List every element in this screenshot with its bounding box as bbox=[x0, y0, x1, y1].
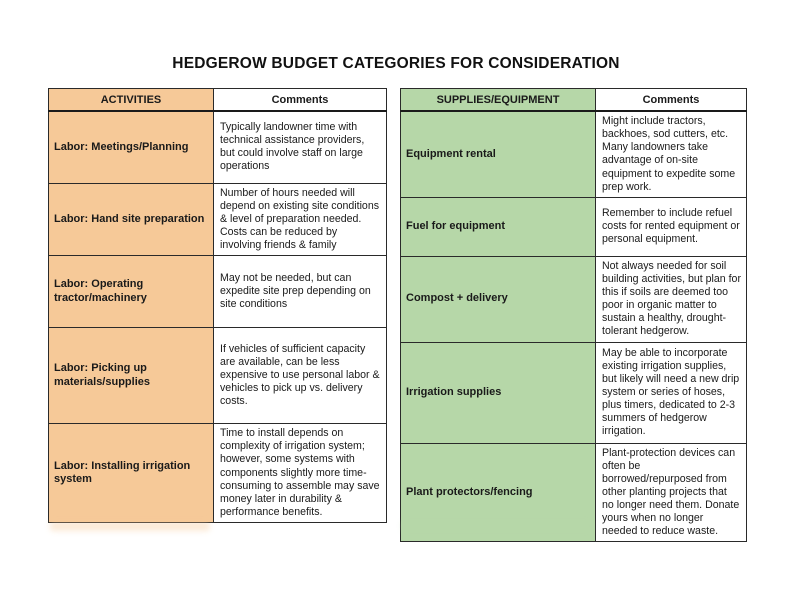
page-title: HEDGEROW BUDGET CATEGORIES FOR CONSIDERATION bbox=[172, 55, 620, 72]
table-header-row bbox=[49, 89, 387, 112]
activity-cell: Labor: Picking up materials/supplies bbox=[49, 328, 214, 424]
activity-cell: Labor: Installing irrigation system bbox=[49, 424, 214, 523]
table-shadow bbox=[402, 521, 592, 531]
supplies-header-cell: SUPPLIES/EQUIPMENT bbox=[401, 89, 596, 112]
supplies-table bbox=[400, 88, 747, 542]
activities-header-cell: ACTIVITIES bbox=[49, 89, 214, 112]
supply-cell: Irrigation supplies bbox=[401, 342, 596, 443]
comments-header-cell: Comments bbox=[596, 89, 747, 112]
table-row bbox=[49, 328, 387, 424]
activities-table bbox=[48, 88, 387, 523]
activity-cell: Labor: Hand site preparation bbox=[49, 183, 214, 256]
table-row bbox=[49, 256, 387, 328]
supply-cell: Equipment rental bbox=[401, 111, 596, 197]
comment-cell: Remember to include refuel costs for rented equipment or personal equipment. bbox=[596, 197, 747, 256]
comment-cell: Time to install depends on complexity of irrigation system; however, some systems with components slightly more time-consuming to assemble may save money later in durability & performance benefits. bbox=[214, 424, 387, 523]
comments-header-cell: Comments bbox=[214, 89, 387, 112]
comment-cell: Not always needed for soil building activities, but plan for this if soils are deemed too poor in organic matter to sustain a healthy, drought-tolerant hedgerow. bbox=[596, 256, 747, 342]
comment-cell: Plant-protection devices can often be borrowed/repurposed from other planting projects that no longer need them. Donate yours when no longer needed to reduce waste. bbox=[596, 443, 747, 542]
comment-cell: May be able to incorporate existing irrigation supplies, but likely will need a new drip system or series of hoses, plus timers, dedicated to 2-3 summers of hedgerow irrigation. bbox=[596, 342, 747, 443]
comment-cell: Might include tractors, backhoes, sod cutters, etc. Many landowners take advantage of on-site equipment to expedite some prep work. bbox=[596, 111, 747, 197]
supply-cell: Compost + delivery bbox=[401, 256, 596, 342]
table-shadow bbox=[50, 521, 210, 531]
supply-cell: Fuel for equipment bbox=[401, 197, 596, 256]
table-row bbox=[401, 256, 747, 342]
table-row bbox=[401, 111, 747, 197]
activity-cell: Labor: Operating tractor/machinery bbox=[49, 256, 214, 328]
comment-cell: May not be needed, but can expedite site prep depending on site conditions bbox=[214, 256, 387, 328]
activity-cell: Labor: Meetings/Planning bbox=[49, 111, 214, 183]
table-row bbox=[49, 183, 387, 256]
table-row bbox=[401, 197, 747, 256]
table-row bbox=[49, 424, 387, 523]
comment-cell: Typically landowner time with technical assistance providers, but could involve staff on large operations bbox=[214, 111, 387, 183]
supply-cell: Plant protectors/fencing bbox=[401, 443, 596, 542]
table-row bbox=[49, 111, 387, 183]
table-row bbox=[401, 342, 747, 443]
table-header-row bbox=[401, 89, 747, 112]
comment-cell: Number of hours needed will depend on existing site conditions & level of preparation needed. Costs can be reduced by involving friends & family bbox=[214, 183, 387, 256]
comment-cell: If vehicles of sufficient capacity are available, can be less expensive to use personal labor & vehicles to pick up vs. delivery costs. bbox=[214, 328, 387, 424]
